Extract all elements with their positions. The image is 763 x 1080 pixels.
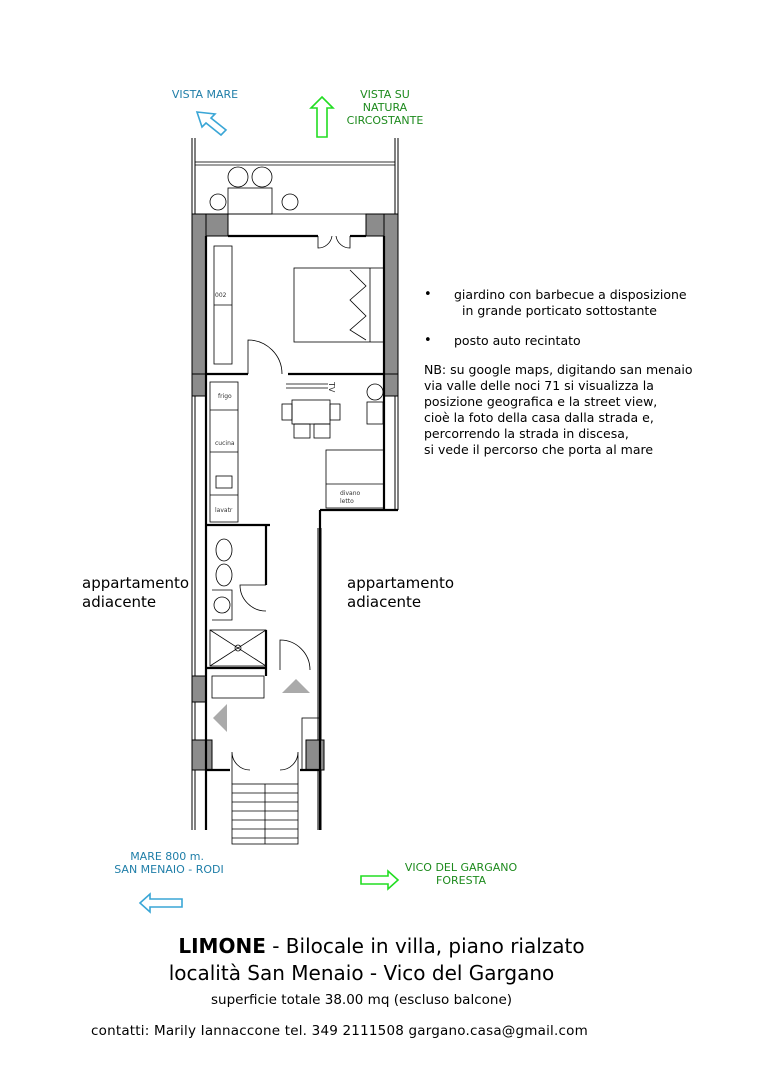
sea-view-arrow-icon	[197, 112, 226, 135]
forest-direction-arrow-icon	[361, 871, 398, 889]
page-title: LIMONE - Bilocale in villa, piano rialzato	[178, 934, 585, 958]
tv-label: TV	[327, 382, 336, 393]
sea-distance-label: MARE 800 m. SAN MENAIO - RODI	[114, 850, 224, 876]
washing-machine-label: lavatr	[215, 507, 233, 514]
entry-left-marker-icon	[213, 704, 227, 732]
entrance-stairs	[232, 770, 298, 844]
entry-up-marker-icon	[282, 679, 310, 693]
adjacent-apartment-right: appartamento adiacente	[347, 574, 455, 611]
sofa-bed-label: divano letto	[340, 490, 361, 505]
nature-view-label: VISTA SU NATURA CIRCOSTANTE	[346, 88, 424, 127]
sea-direction-arrow-icon	[140, 894, 182, 912]
kitchen-label: cucina	[215, 440, 235, 447]
forest-direction-label: VICO DEL GARGANO FORESTA	[404, 861, 518, 887]
location-subtitle: località San Menaio - Vico del Gargano	[168, 961, 555, 985]
contact-info: contatti: Marily Iannaccone tel. 349 2111508 gargano.casa@gmail.com	[91, 1023, 588, 1039]
bathroom	[210, 539, 266, 666]
feature-parking: • posto auto recintato	[424, 333, 754, 349]
maps-note: NB: su google maps, digitando san menaio via valle delle noci 71 si visualizza la posizione geografica e la street view, cioè la foto della casa dalla strada e, percorrendo la strada in discesa, si vede il percorso che porta al mare	[424, 362, 693, 457]
sea-view-label: VISTA MARE	[171, 88, 239, 101]
balcony	[195, 162, 395, 214]
features-list	[424, 287, 754, 349]
fridge-label: frigo	[218, 393, 232, 400]
adjacent-apartment-left: appartamento adiacente	[82, 574, 190, 611]
bedroom	[214, 246, 384, 364]
nature-view-arrow-icon	[311, 97, 333, 137]
wardrobe-label: 002	[215, 292, 227, 299]
feature-garden: • giardino con barbecue a disposizione in grande porticato sottostante	[424, 287, 754, 319]
surface-info: superficie totale 38.00 mq (escluso balcone)	[210, 992, 513, 1008]
